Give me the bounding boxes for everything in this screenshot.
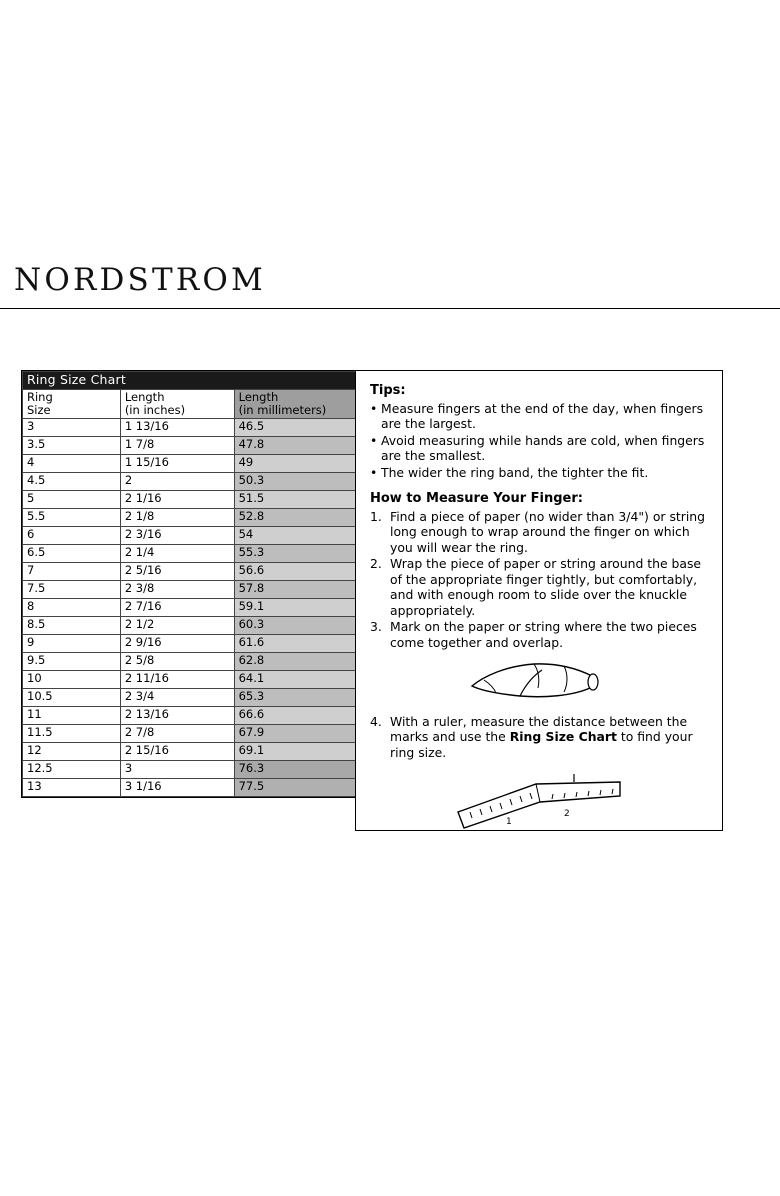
table-header-row	[23, 390, 356, 419]
measure-step-4	[370, 714, 708, 761]
how-to-measure-heading: How to Measure Your Finger:	[370, 491, 583, 506]
cell-length-inches: 1 13/16	[120, 419, 234, 437]
tip-item: • Avoid measuring while hands are cold, when fingers are the smallest.	[370, 433, 708, 464]
table-row	[23, 437, 356, 455]
table-row	[23, 455, 356, 473]
cell-ring-size: 12.5	[23, 761, 121, 779]
table-row	[23, 545, 356, 563]
cell-length-inches: 2 15/16	[120, 743, 234, 761]
cell-ring-size: 4	[23, 455, 121, 473]
cell-length-mm: 54	[234, 527, 355, 545]
cell-ring-size: 6	[23, 527, 121, 545]
cell-length-inches: 2 1/4	[120, 545, 234, 563]
measure-step: Mark on the paper or string where the two pieces come together and overlap.	[390, 619, 697, 650]
cell-length-mm: 51.5	[234, 491, 355, 509]
ring-size-chart	[21, 370, 357, 798]
cell-length-mm: 49	[234, 455, 355, 473]
step4-text-part2: to find your ring size.	[390, 729, 693, 760]
cell-length-mm: 64.1	[234, 671, 355, 689]
table-row	[23, 707, 356, 725]
cell-length-inches: 2 1/2	[120, 617, 234, 635]
cell-ring-size: 9.5	[23, 653, 121, 671]
header-divider	[0, 308, 780, 309]
cell-ring-size: 3	[23, 419, 121, 437]
cell-length-mm: 62.8	[234, 653, 355, 671]
cell-ring-size: 5	[23, 491, 121, 509]
cell-length-mm: 52.8	[234, 509, 355, 527]
tip-item: • The wider the ring band, the tighter the fit.	[370, 465, 708, 481]
column-header-line2: (in inches)	[124, 403, 186, 417]
cell-length-mm: 57.8	[234, 581, 355, 599]
table-row	[23, 671, 356, 689]
tips-heading: Tips:	[370, 383, 406, 398]
cell-length-inches: 2 3/8	[120, 581, 234, 599]
column-header-line1: Length	[238, 390, 279, 404]
cell-ring-size: 7	[23, 563, 121, 581]
column-header-line2: (in millimeters)	[238, 403, 327, 417]
column-header-length-mm	[234, 390, 355, 419]
cell-length-mm: 55.3	[234, 545, 355, 563]
cell-ring-size: 11.5	[23, 725, 121, 743]
cell-length-mm: 65.3	[234, 689, 355, 707]
brand-header	[0, 262, 780, 309]
cell-length-mm: 60.3	[234, 617, 355, 635]
measure-steps-list	[370, 509, 708, 651]
cell-length-mm: 76.3	[234, 761, 355, 779]
cell-length-inches: 2 7/8	[120, 725, 234, 743]
cell-length-inches: 2 1/16	[120, 491, 234, 509]
cell-length-mm: 46.5	[234, 419, 355, 437]
cell-length-inches: 2 9/16	[120, 635, 234, 653]
table-row	[23, 473, 356, 491]
cell-length-mm: 47.8	[234, 437, 355, 455]
cell-length-inches: 2 5/8	[120, 653, 234, 671]
cell-length-mm: 66.6	[234, 707, 355, 725]
tips-list	[370, 401, 708, 481]
table-row	[23, 599, 356, 617]
cell-ring-size: 8	[23, 599, 121, 617]
cell-ring-size: 7.5	[23, 581, 121, 599]
cell-length-inches: 2 3/4	[120, 689, 234, 707]
column-header-line1: Length	[124, 390, 165, 404]
cell-length-inches: 2 11/16	[120, 671, 234, 689]
cell-ring-size: 5.5	[23, 509, 121, 527]
cell-length-inches: 2 7/16	[120, 599, 234, 617]
column-header-ring-size	[23, 390, 121, 419]
column-header-line2: Size	[27, 403, 51, 417]
ring-size-table	[22, 371, 356, 797]
finger-illustration	[370, 658, 708, 704]
step4-chart-reference: Ring Size Chart	[509, 729, 617, 744]
cell-ring-size: 8.5	[23, 617, 121, 635]
cell-length-inches: 2 13/16	[120, 707, 234, 725]
ruler-icon	[444, 772, 634, 842]
tip-item: • Measure fingers at the end of the day, when fingers are the largest.	[370, 401, 708, 432]
finger-with-paper-icon	[464, 658, 614, 700]
cell-length-mm: 69.1	[234, 743, 355, 761]
cell-ring-size: 10.5	[23, 689, 121, 707]
step4-text-part1: With a ruler, measure the distance between the marks and use the	[390, 713, 688, 744]
cell-length-mm: 50.3	[234, 473, 355, 491]
cell-ring-size: 13	[23, 779, 121, 797]
svg-text:1: 1	[506, 817, 512, 827]
cell-ring-size: 12	[23, 743, 121, 761]
cell-ring-size: 3.5	[23, 437, 121, 455]
cell-length-mm: 61.6	[234, 635, 355, 653]
table-row	[23, 527, 356, 545]
table-title-row	[23, 372, 356, 390]
cell-length-inches: 1 7/8	[120, 437, 234, 455]
cell-length-inches: 3 1/16	[120, 779, 234, 797]
brand-name: NORDSTROM	[14, 262, 266, 298]
cell-length-inches: 3	[120, 761, 234, 779]
column-header-length-inches	[120, 390, 234, 419]
measure-step: Wrap the piece of paper or string around the base of the appropriate finger tightly, but comfortably, and with enough room to slide over the knuckle appropriately.	[390, 556, 702, 618]
table-row	[23, 761, 356, 779]
cell-ring-size: 10	[23, 671, 121, 689]
table-row	[23, 779, 356, 797]
cell-length-inches: 2	[120, 473, 234, 491]
cell-length-mm: 77.5	[234, 779, 355, 797]
cell-length-mm: 59.1	[234, 599, 355, 617]
table-row	[23, 725, 356, 743]
svg-text:2: 2	[564, 809, 570, 819]
table-row	[23, 617, 356, 635]
cell-ring-size: 11	[23, 707, 121, 725]
table-row	[23, 509, 356, 527]
cell-ring-size: 4.5	[23, 473, 121, 491]
ruler-illustration	[370, 772, 708, 846]
table-title: Ring Size Chart	[23, 372, 356, 390]
cell-length-mm: 67.9	[234, 725, 355, 743]
table-body	[23, 419, 356, 797]
tips-panel	[355, 370, 723, 831]
table-row	[23, 635, 356, 653]
table-row	[23, 419, 356, 437]
column-header-line1: Ring	[27, 390, 53, 404]
table-row	[23, 563, 356, 581]
cell-length-inches: 1 15/16	[120, 455, 234, 473]
cell-length-mm: 56.6	[234, 563, 355, 581]
cell-length-inches: 2 3/16	[120, 527, 234, 545]
table-row	[23, 491, 356, 509]
measure-step: Find a piece of paper (no wider than 3/4") or string long enough to wrap around the finger on which you will wear the ring.	[390, 508, 706, 555]
table-row	[23, 689, 356, 707]
table-row	[23, 581, 356, 599]
cell-ring-size: 9	[23, 635, 121, 653]
table-row	[23, 743, 356, 761]
cell-length-inches: 2 5/16	[120, 563, 234, 581]
table-row	[23, 653, 356, 671]
cell-length-inches: 2 1/8	[120, 509, 234, 527]
cell-ring-size: 6.5	[23, 545, 121, 563]
